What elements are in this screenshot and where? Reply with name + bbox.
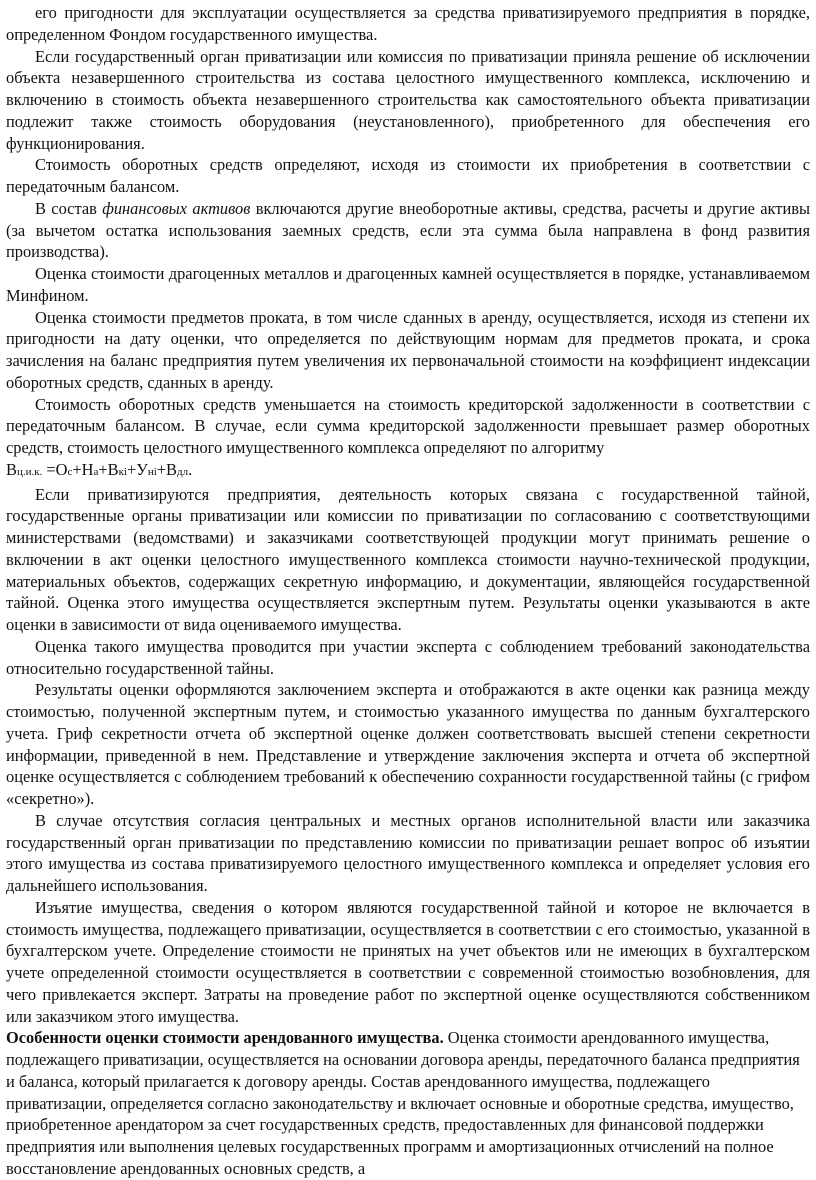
formula-subscript: ні [147, 465, 157, 478]
paragraph-expert-participation: Оценка такого имущества проводится при участии эксперта с соблюдением требований законодательства относительно государственной тайны. [6, 636, 810, 678]
formula-term: +В [156, 459, 177, 479]
paragraph-rented-property [6, 1027, 810, 1179]
paragraph-expert-results: Результаты оценки оформляются заключением эксперта и отображаются в акте оценки как разница между стоимостью, полученной экспертным путем, и стоимостью указанного имущества по данным бухгалтерского учета. Гриф секретности отчета об экспертной оценке должен соответствовать высшей степени секретности информации, приведенной в нем. Представление и утверждение заключения эксперта и отчета об экспертной оценке осуществляется с соблюдением требований к обеспечению сохранности государственной тайны (с грифом «секретно»). [6, 680, 810, 808]
paragraph-state-secret: Если приватизируются предприятия, деятельность которых связана с государственной тайной, государственные органы приватизации или комиссии по приватизации по согласованию с соответствующими министерствами (ведомствами) и заказчиками соответствующей продукции могут принимать решение о включении в акт оценки целостного имущественного комплекса стоимости научно-технической продукции, материальных объектов, содержащих секретную информацию, и документации, являющейся государственной тайной. Оценка этого имущества осуществляется экспертным путем. Результаты оценки указываются в акте оценки в зависимости от вида оцениваемого имущества. [6, 484, 810, 634]
text-fragment: Оценка стоимости арендованного имущества, подлежащего приватизации, осуществляется на основании договора аренды, передаточного баланса предприятия и баланса, который прилагается к договору аренды. Состав арендованного имущества, подлежащего приватизации, определяется согласно законодательству и включает основные и оборотные средства, имущество, приобретенное арендатором за счет государственных средств, предоставленных для финансовой поддержки предприятия или выполнения целевых государственных программ и амортизационных отчислений на полное восстановление арендованных основных средств, а [6, 1028, 800, 1178]
paragraph-payables: Стоимость оборотных средств уменьшается на стоимость кредиторской задолженности в соответствии с передаточным балансом. В случае, если сумма кредиторской задолженности превышает размер оборотных средств, стоимость целостного имущественного комплекса определяют по алгоритму [6, 394, 810, 457]
text-fragment: В состав [35, 198, 103, 218]
formula-subscript: а [93, 465, 99, 478]
text-fragment: включаются другие внеоборотные активы, средства, расчеты и другие активы (за вычетом остатка использования заемных средств, если эта сумма была направлена в фонд развития производства). [6, 198, 810, 262]
formula-term: . [188, 459, 193, 479]
formula-subscript: ц.и.к. [16, 465, 43, 478]
paragraph-financial-assets [6, 198, 810, 263]
paragraph-no-consent: В случае отсутствия согласия центральных и местных органов исполнительной власти или заказчика государственный орган приватизации по представлению комиссии по приватизации решает вопрос об изъятии этого имущества из состава приватизируемого целостного имущественного комплекса и определяет условия его дальнейшего использования. [6, 810, 810, 895]
formula-subscript: с [67, 465, 73, 478]
paragraph-unfinished-construction: Если государственный орган приватизации или комиссия по приватизации приняла решение об исключении объекта незавершенного строительства из состава целостного имущественного комплекса, исключению и включению в стоимость объекта незавершенного строительства как самостоятельного объекта приватизации подлежит также стоимость оборудования (неустановленного), приобретенного для обеспечения его функционирования. [6, 46, 810, 153]
formula-term: =О [42, 459, 68, 479]
formula-subscript: дл [176, 465, 189, 478]
paragraph-1-continuation: его пригодности для эксплуатации осуществляется за средства приватизируемого предприятия в порядке, определенном Фондом государственного имущества. [6, 3, 810, 44]
paragraph-withdrawal: Изъятие имущества, сведения о котором являются государственной тайной и которое не включается в стоимость имущества, подлежащего приватизации, осуществляется в соответствии с его стоимостью, указанной в бухгалтерском учете. Определение стоимости не принятых на учет объектов или не имеющих в бухгалтерском учете определенной стоимости осуществляется в соответствии с современной стоимостью возобновления, для чего привлекается эксперт. Затраты на проведение работ по экспертной оценке осуществляются собственником или заказчиком этого имущества. [6, 897, 810, 1026]
formula-term: +Н [72, 459, 94, 479]
paragraph-rental-items: Оценка стоимости предметов проката, в том числе сданных в аренду, осуществляется, исходя из степени их пригодности на дату оценки, что определяется по действующим нормам для предметов проката, и срока зачисления на баланс предприятия путем увеличения их первоначальной стоимости на коэффициент индексации оборотных средств, сданных в аренду. [6, 307, 810, 392]
formula-term: В [6, 459, 17, 479]
emphasis-financial-assets: финансовых активов [102, 198, 251, 218]
formula-term: +У [126, 459, 148, 479]
section-heading-rented-property: Особенности оценки стоимости арендованного имущества. [6, 1028, 444, 1048]
valuation-formula [6, 459, 810, 484]
formula-term: +В [98, 459, 119, 479]
formula-subscript: кі [118, 465, 127, 478]
paragraph-working-capital: Стоимость оборотных средств определяют, исходя из стоимости их приобретения в соответствии с передаточным балансом. [6, 155, 810, 196]
paragraph-precious-metals: Оценка стоимости драгоценных металлов и драгоценных камней осуществляется в порядке, устанавливаемом Минфином. [6, 264, 810, 305]
